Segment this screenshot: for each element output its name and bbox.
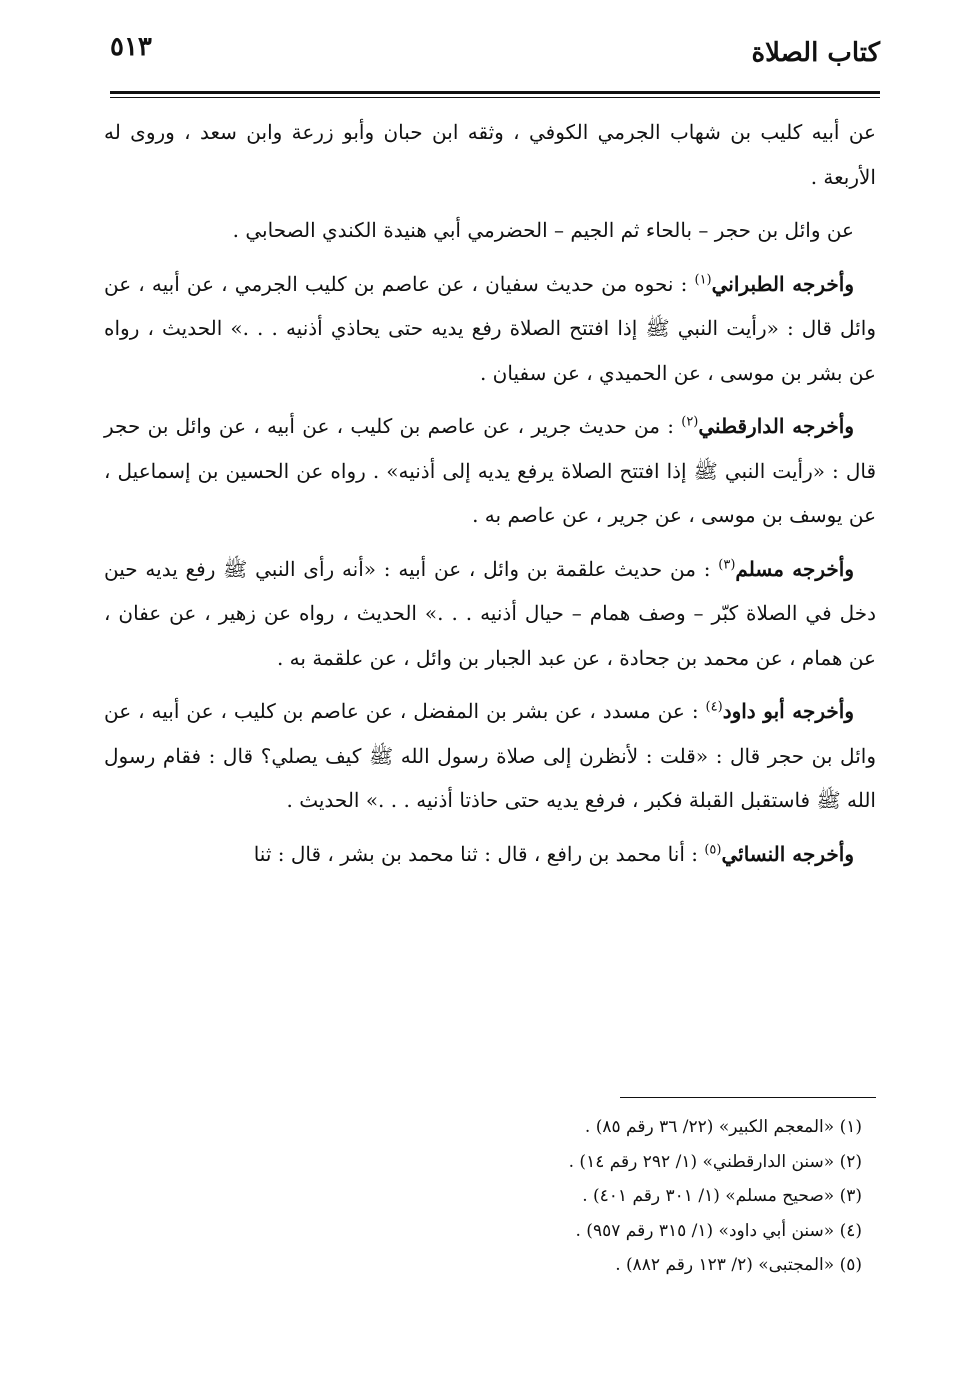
paragraph-lead: وأخرجه أبو داود [722, 699, 855, 723]
paragraph-text: : عن مسدد ، عن بشر بن المفضل ، عن عاصم بن كليب ، عن أبيه ، عن وائل بن حجر قال : «قلت : لأنظرن إلى صلاة رسول الله ﷺ كيف يصلي؟ قال : فقام رسول الله ﷺ فاستقبل القبلة فكبر ، فرفع يديه حتى حاذتا أذنيه . . .» الحديث . [104, 699, 876, 812]
footnote: (٢) «سنن الدارقطني» (١/ ٢٩٢ رقم ١٤) . [568, 1151, 862, 1172]
paragraph [104, 832, 876, 877]
main-text [104, 110, 876, 876]
footnote: (١) «المعجم الكبير» (٢٢/ ٣٦ رقم ٨٥) . [584, 1117, 862, 1137]
paragraph-text: : من حديث علقمة بن وائل ، عن أبيه : «أنه رأى النبي ﷺ رفع يديه حين دخل في الصلاة كبّر – وصف همام – حيال أذنيه . . .» الحديث ، رواه عن زهير ، عن عفان ، عن همام ، عن محمد بن جحادة ، عن عبد الجبار بن وائل ، عن علقمة به . [104, 556, 876, 670]
paragraph-lead: وأخرجه مسلم [735, 556, 854, 581]
header-rule-thick [110, 91, 880, 94]
page-header [110, 28, 880, 88]
paragraph [104, 208, 876, 253]
footnotes [300, 1110, 862, 1283]
header-rule-thin [110, 97, 880, 98]
footnote: (٣) «صحيح مسلم» (١/ ٣٠١ رقم ٤٠١) . [582, 1186, 862, 1206]
paragraph [104, 110, 876, 199]
paragraph [104, 689, 876, 823]
footnote-separator [620, 1097, 876, 1098]
paragraph [104, 404, 876, 538]
footnote-marker: (٣) [718, 556, 736, 572]
paragraph [104, 262, 876, 396]
footnote-marker: (٥) [704, 841, 722, 857]
paragraph-text: عن وائل بن حجر – بالحاء ثم الجيم – الحضرمي أبي هنيدة الكندي الصحابي . [232, 218, 854, 242]
paragraph-lead: وأخرجه الطبراني [711, 271, 854, 296]
chapter-title: كتاب الصلاة [751, 38, 880, 68]
paragraph [104, 547, 876, 681]
paragraph-text: : نحوه من حديث سفيان ، عن عاصم بن كليب الجرمي ، عن أبيه ، عن وائل قال : «رأيت النبي ﷺ إذا افتتح الصلاة رفع يديه حتى يحاذي أذنيه . . .» الحديث ، رواه عن بشر بن موسى ، عن الحميدي ، عن سفيان . [104, 271, 876, 385]
paragraph-text: : من حديث جرير ، عن عاصم بن كليب ، عن أبيه ، عن وائل بن حجر قال : «رأيت النبي ﷺ إذا افتتح الصلاة يرفع يديه إلى أذنيه» . رواه عن الحسين بن إسماعيل ، عن يوسف بن موسى ، عن جرير ، عن عاصم به . [104, 414, 876, 527]
footnote: (٤) «سنن أبي داود» (١/ ٣١٥ رقم ٩٥٧) . [575, 1220, 862, 1241]
footnote: (٥) «المجتبى» (٢/ ١٢٣ رقم ٨٨٢) . [615, 1255, 862, 1275]
footnote-marker: (٢) [681, 414, 699, 430]
paragraph-text: : أنا محمد بن رافع ، قال : ثنا محمد بن بشر ، قال : ثنا [253, 841, 705, 866]
footnote-marker: (١) [694, 271, 712, 287]
paragraph-lead: وأخرجه النسائي [721, 841, 854, 866]
page-number: ٥١٣ [110, 32, 152, 62]
paragraph-text: عن أبيه كليب بن شهاب الجرمي الكوفي ، وثقه ابن حبان وأبو زرعة وابن سعد ، وروى له الأربعة . [104, 120, 876, 189]
paragraph-lead: وأخرجه الدارقطني [698, 414, 854, 438]
footnote-marker: (٤) [705, 699, 723, 715]
